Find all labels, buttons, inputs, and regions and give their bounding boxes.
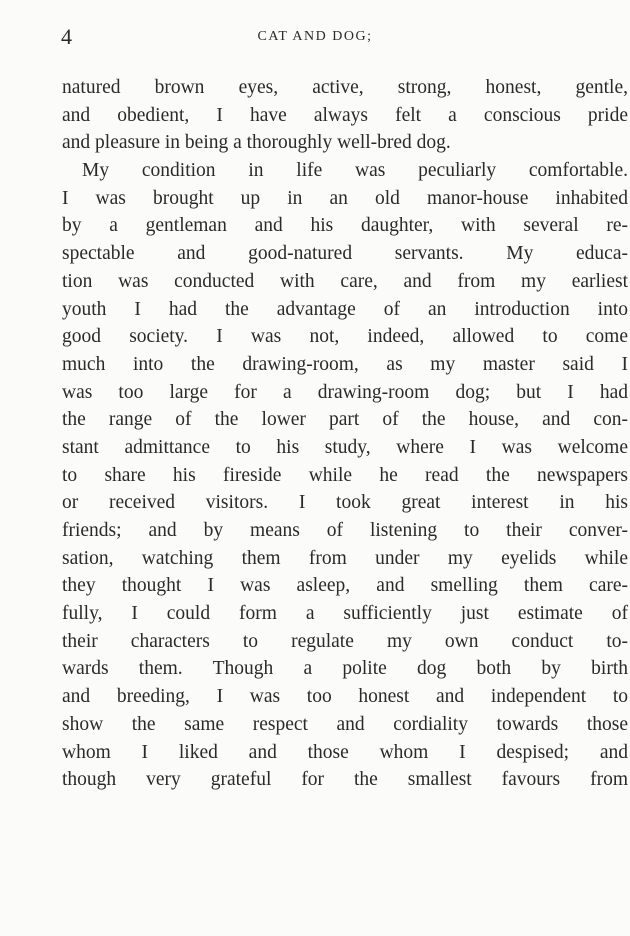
text-line: they thought I was asleep, and smelling them care- xyxy=(62,575,628,597)
text-line: show the same respect and cordiality towards those xyxy=(62,713,628,735)
text-line: I was brought up in an old manor-house inhabited xyxy=(62,187,628,209)
text-line: friends; and by means of listening to their conver- xyxy=(62,520,628,541)
text-line: though very grateful for the smallest favours from xyxy=(62,769,628,791)
text-line: and breeding, I was too honest and independent to xyxy=(62,686,628,708)
text-line: and pleasure in being a thoroughly well-bred dog. xyxy=(62,132,451,154)
text-line: stant admittance to his study, where I was welcome xyxy=(62,436,628,458)
text-line: natured brown eyes, active, strong, honest, gentle, xyxy=(62,77,628,98)
text-line: My condition in life was peculiarly comfortable. xyxy=(82,160,628,182)
text-line: to share his fireside while he read the newspapers xyxy=(62,464,628,486)
text-line: their characters to regulate my own conduct to- xyxy=(62,630,628,652)
body-text xyxy=(62,74,628,794)
text-line: the range of the lower part of the house, and con- xyxy=(62,409,628,431)
text-line: whom I liked and those whom I despised; and xyxy=(62,741,628,763)
text-line: good society. I was not, indeed, allowed to come xyxy=(62,326,628,348)
page-number: 4 xyxy=(61,24,72,49)
text-line: wards them. Though a polite dog both by birth xyxy=(62,658,628,680)
text-line: youth I had the advantage of an introduction into xyxy=(62,298,628,320)
running-head: CAT AND DOG; xyxy=(257,29,373,44)
text-line: by a gentleman and his daughter, with several re- xyxy=(62,215,628,237)
text-line: was too large for a drawing-room dog; but I had xyxy=(62,381,628,403)
text-line: and obedient, I have always felt a conscious pride xyxy=(62,104,628,126)
text-line: fully, I could form a sufficiently just estimate of xyxy=(62,603,628,625)
text-line: sation, watching them from under my eyelids while xyxy=(62,547,628,569)
text-line: much into the drawing-room, as my master said I xyxy=(62,353,628,375)
text-line: spectable and good-natured servants. My educa- xyxy=(62,243,628,265)
text-line: or received visitors. I took great interest in his xyxy=(62,492,628,514)
text-line: tion was conducted with care, and from my earliest xyxy=(62,270,628,292)
